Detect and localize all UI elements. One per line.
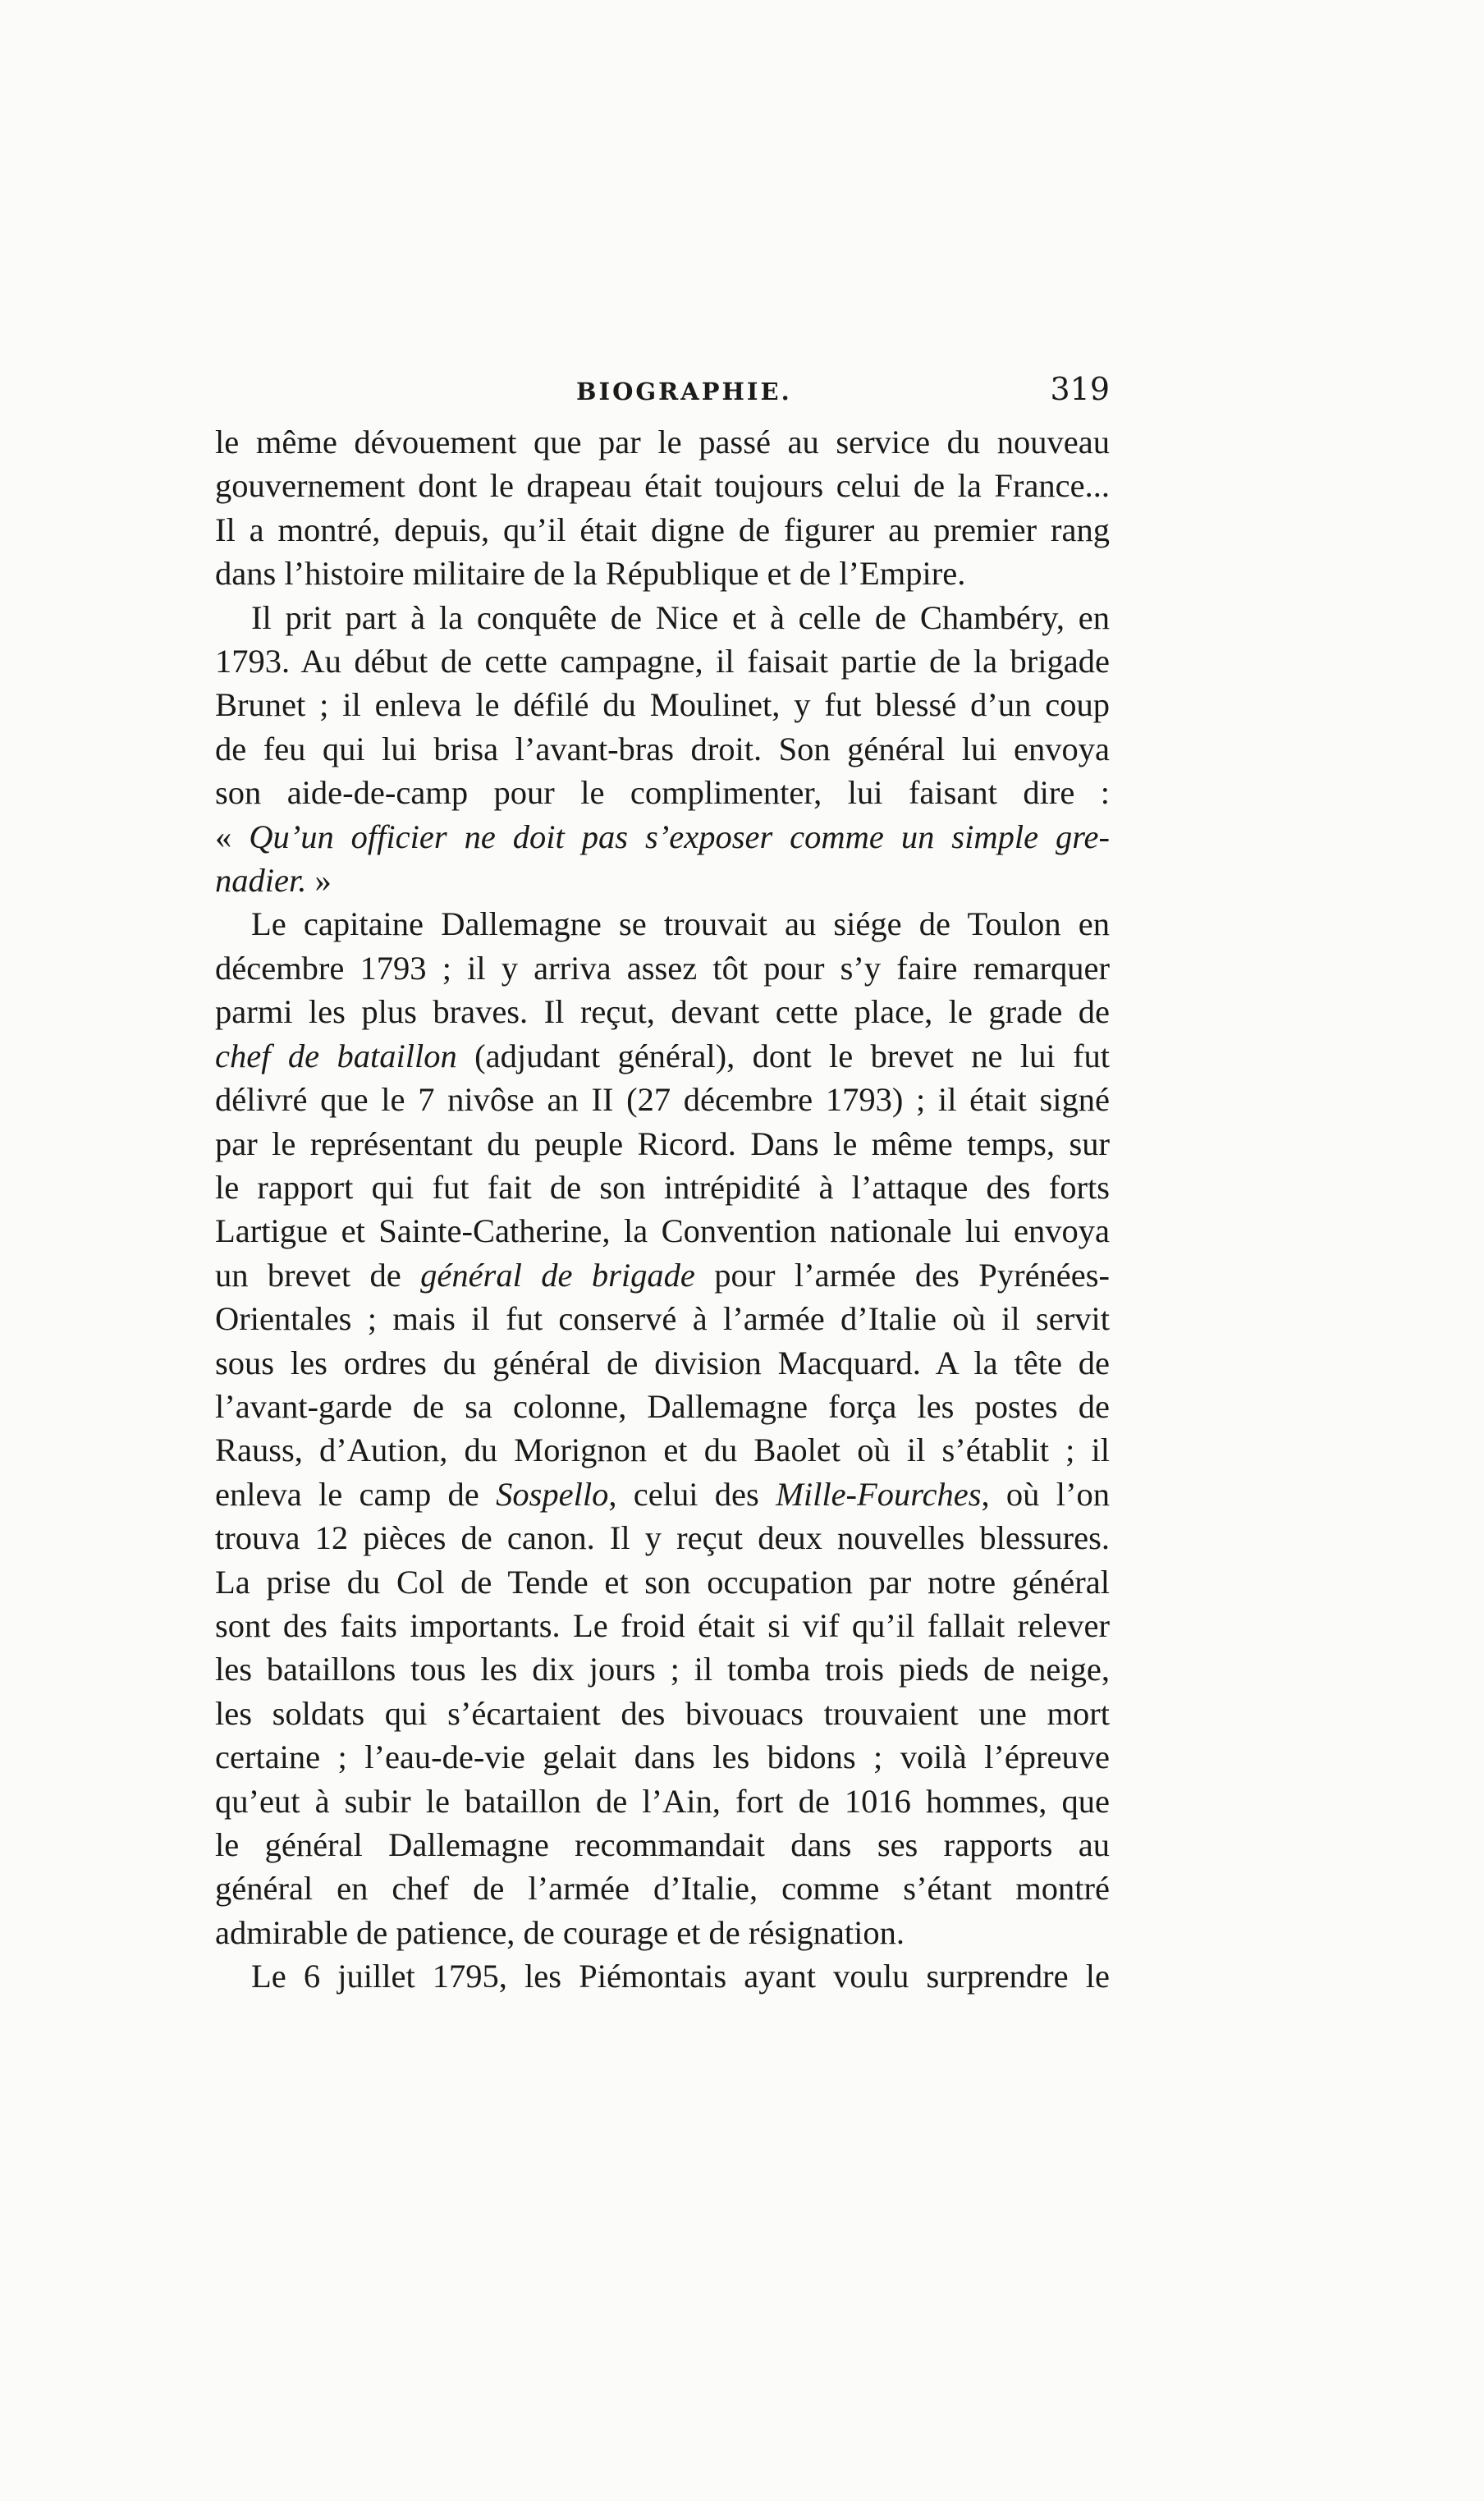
running-head: BIOGRAPHIE. [576,378,792,405]
text-line: le général Dallemagne recommandait dans ses rapports au [215,1826,1110,1863]
text-line: par le représentant du peuple Ricord. Dans le même temps, sur [215,1125,1110,1162]
text-line: décembre 1793 ; il y arriva assez tôt pour s’y faire remarquer [215,949,1110,987]
text-line: sont des faits importants. Le froid était si vif qu’il fallait relever [215,1606,1110,1644]
page-header [215,371,1110,420]
text-line: gouvernement dont le drapeau était toujours celui de la France... [215,467,1110,505]
text-segment: enleva le camp de [215,1475,497,1513]
text-line: Orientales ; mais il fut conservé à l’armée d’Italie où il servit [215,1300,1110,1338]
italic-place: Sospello [496,1475,609,1513]
text-line: trouva 12 pièces de canon. Il y reçut deux nouvelles blessures. [215,1519,1110,1557]
italic-term: chef de bataillon [215,1037,457,1074]
text-line: général en chef de l’armée d’Italie, comme s’étant montré [215,1870,1110,1908]
text-line: l’avant-garde de sa colonne, Dallemagne força les postes de [215,1387,1110,1425]
text-line: Le capitaine Dallemagne se trouvait au siége de Toulon en [251,905,1110,943]
text-line: Rauss, d’Aution, du Morignon et du Baolet où il s’établit ; il [215,1431,1110,1469]
text-line [215,859,1110,902]
text-line: Lartigue et Sainte-Catherine, la Convention nationale lui envoya [215,1212,1110,1250]
italic-term: général de brigade [420,1256,695,1294]
text-line [215,1034,1110,1078]
text-line: le rapport qui fut fait de son intrépidité à l’attaque des forts [215,1168,1110,1206]
text-line: dans l’histoire militaire de la République et de l’Empire. [215,555,966,593]
text-line: parmi les plus braves. Il reçut, devant cette place, le grade de [215,993,1110,1031]
quote-text: Qu’un officier ne doit pas s’exposer comme un simple gre- [249,818,1110,855]
page-number: 319 [1050,371,1110,407]
text-segment: , celui des [608,1475,776,1513]
text-line [215,1253,1110,1297]
text-segment: , où l’on [981,1475,1110,1513]
quote-open: « [215,818,250,855]
text-line: certaine ; l’eau-de-vie gelait dans les bidons ; voilà l’épreuve [215,1738,1110,1776]
text-line: les bataillons tous les dix jours ; il tomba trois pieds de neige, [215,1651,1110,1688]
text-line: son aide-de-camp pour le complimenter, lui faisant dire : [215,774,1110,812]
text-line: qu’eut à subir le bataillon de l’Ain, fort de 1016 hommes, que [215,1782,1110,1820]
text-line: Il prit part à la conquête de Nice et à celle de Chambéry, en [251,598,1110,636]
text-line: délivré que le 7 nivôse an II (27 décembre 1793) ; il était signé [215,1081,1110,1119]
text-line: Le 6 juillet 1795, les Piémontais ayant voulu surprendre le [251,1958,1110,1995]
italic-place: Mille-Fourches [776,1475,982,1513]
text-line: 1793. Au début de cette campagne, il faisait partie de la brigade [215,643,1110,680]
text-line [215,1473,1110,1516]
text-segment: un brevet de [215,1256,421,1294]
text-line [215,815,1110,859]
text-line: de feu qui lui brisa l’avant-bras droit. Son général lui envoya [215,730,1110,767]
quote-text: nadier. [215,862,307,900]
text-segment: (adjudant général), dont le brevet ne lui fut [456,1037,1110,1074]
body-text [215,420,1110,1999]
text-line: le même dévouement que par le passé au service du nouveau [215,424,1110,460]
quote-close: » [306,862,332,900]
text-line: La prise du Col de Tende et son occupation par notre général [215,1563,1110,1601]
text-line: admirable de patience, de courage et de résignation. [215,1913,905,1951]
text-line: sous les ordres du général de division Macquard. A la tête de [215,1344,1110,1381]
text-line: les soldats qui s’écartaient des bivouacs trouvaient une mort [215,1694,1110,1732]
text-segment: pour l’armée des Pyrénées- [694,1256,1110,1294]
text-line: Il a montré, depuis, qu’il était digne de figurer au premier rang [215,511,1110,548]
text-line: Brunet ; il enleva le défilé du Moulinet, y fut blessé d’un coup [215,686,1110,724]
